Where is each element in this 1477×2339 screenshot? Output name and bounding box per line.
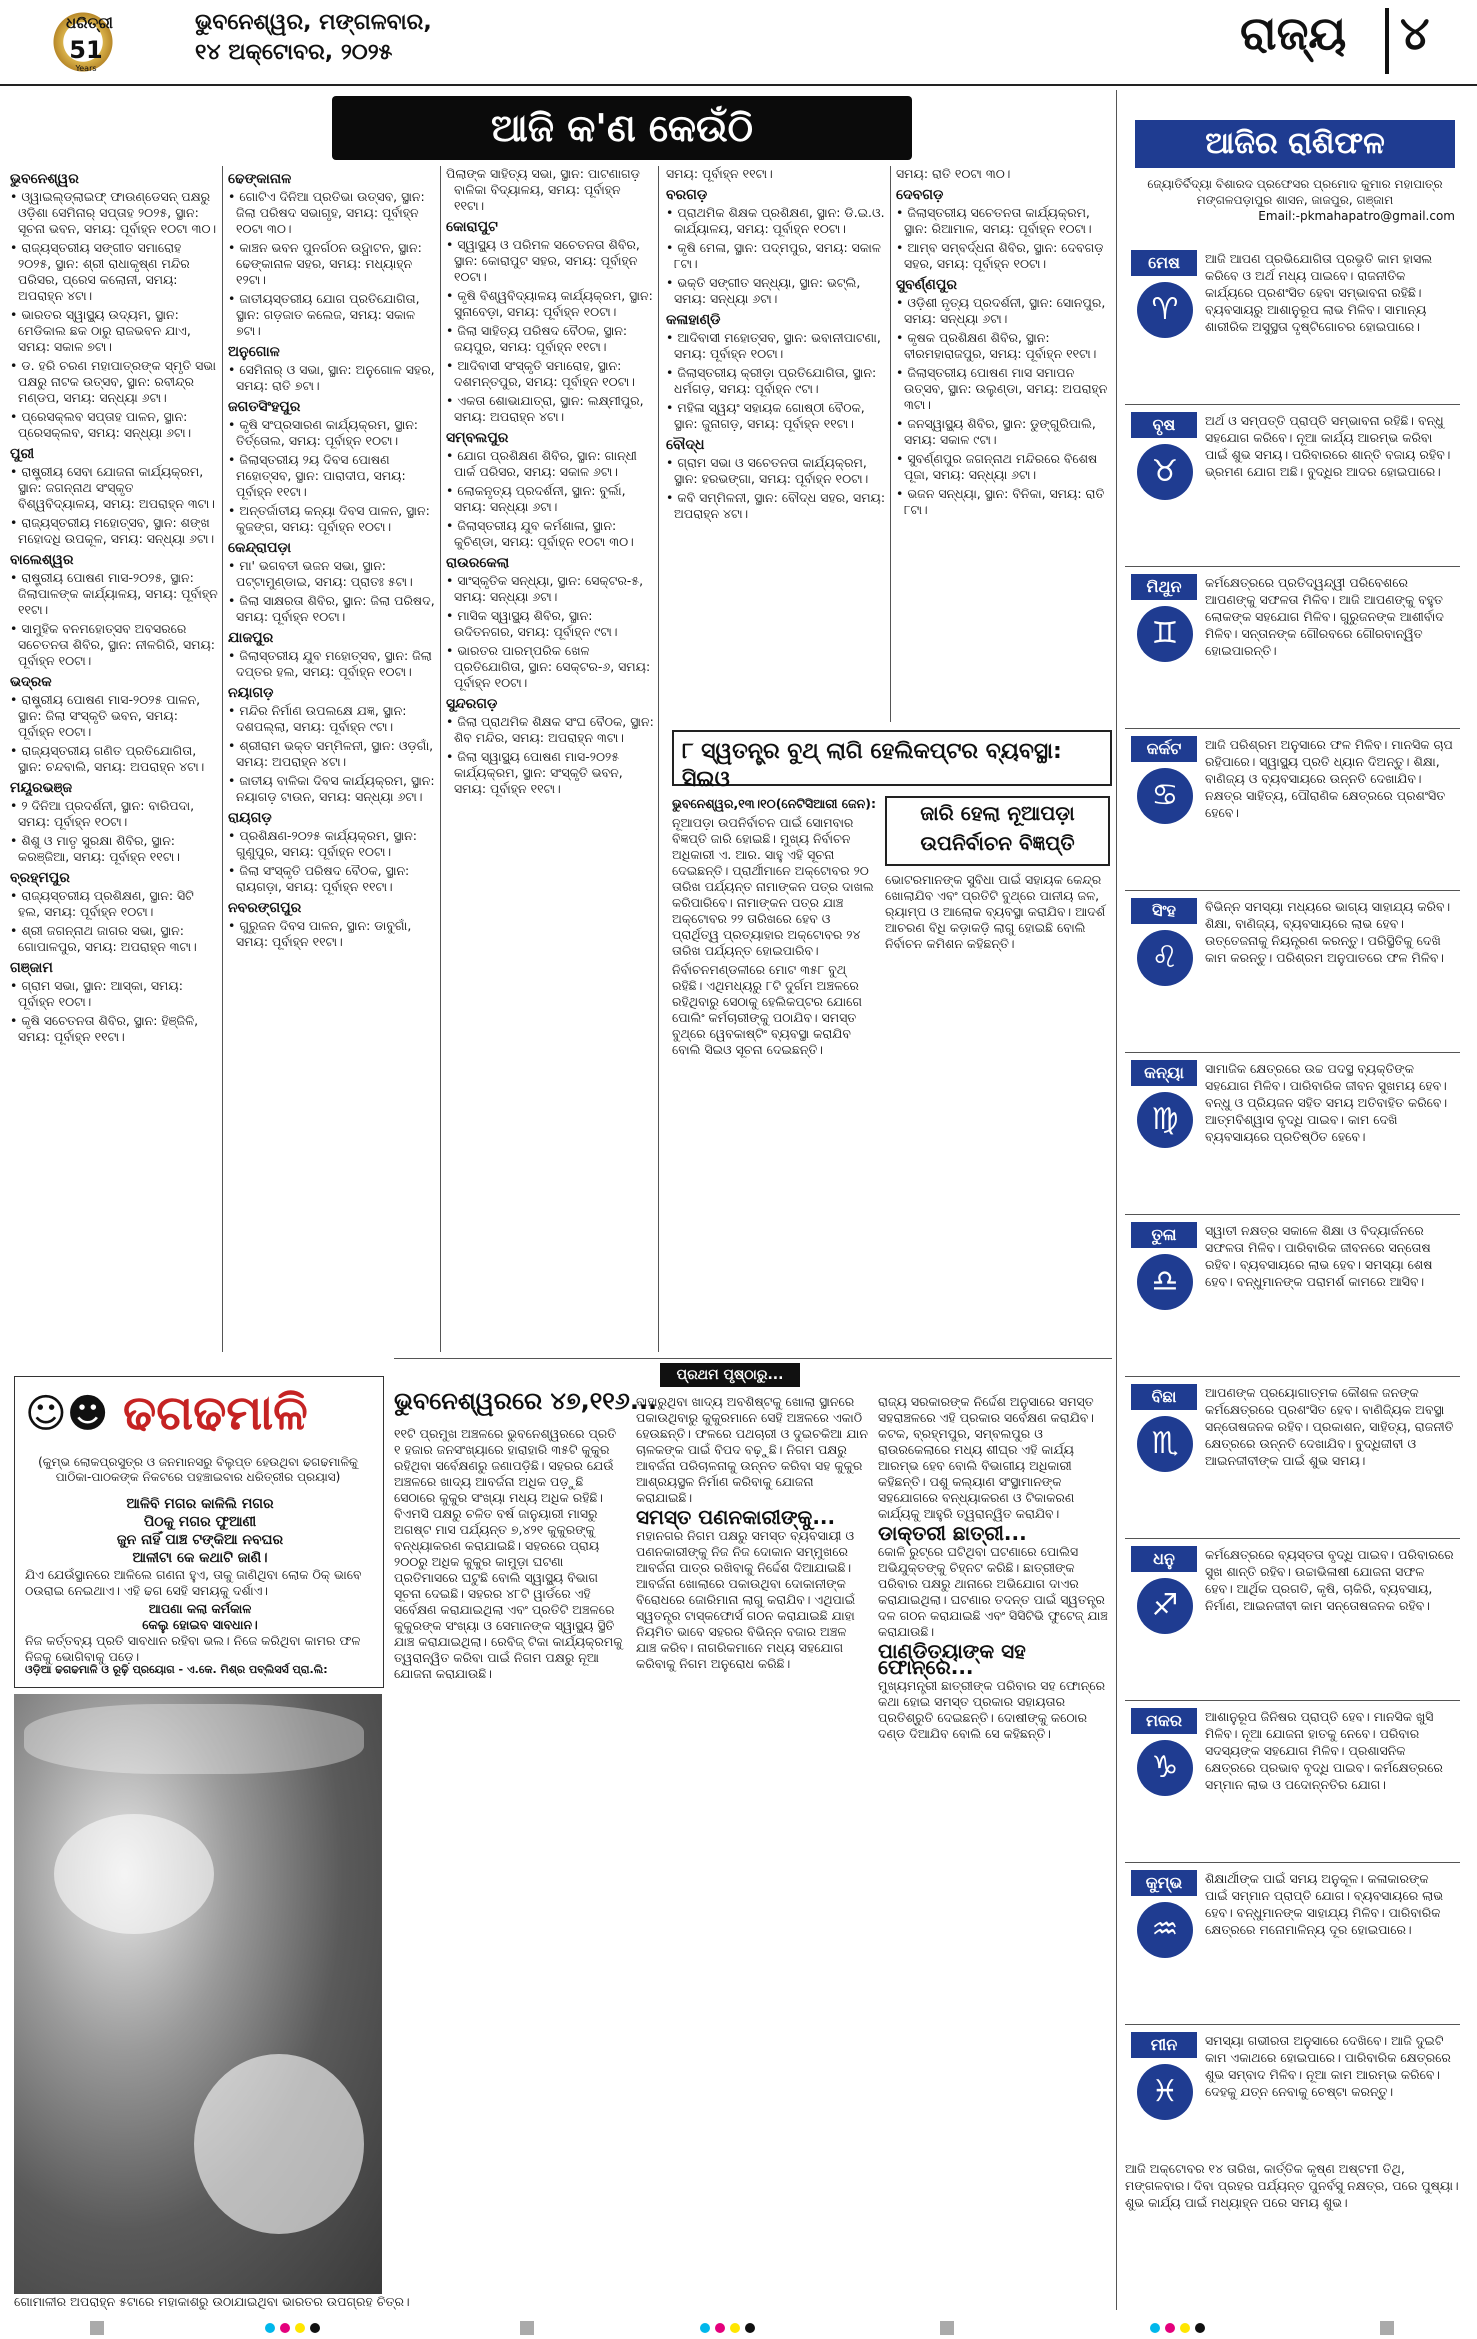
zodiac-name: କନ୍ୟା bbox=[1131, 1060, 1197, 1086]
event-item: • ସୁବର୍ଣ୍ଣପୁର ଜଗନ୍ନାଥ ମନ୍ଦିରରେ ବିଶେଷ ପୂଜା, ସମୟ: ସନ୍ଧ୍ୟା ୬ଟା। bbox=[896, 451, 1098, 482]
event-item: • ଭାରତର ସ୍ୱାସ୍ଥ୍ୟ ଉଦ୍ୟମ, ସ୍ଥାନ: ମେଡିକାଲ ଛକ ଠାରୁ ରାଜଭବନ ଯାଏ, ସମୟ: ସକାଳ ୭ଟା। bbox=[10, 307, 191, 354]
district-heading: ସୁବର୍ଣ୍ଣପୁର bbox=[896, 277, 957, 293]
astrologer-address: ମଙ୍ଗଳପଡ଼ାପୁର ଶାସନ, ଜାଜପୁର, ଗଞ୍ଜାମ bbox=[1196, 193, 1394, 207]
zodiac-symbol-icon: ♌ bbox=[1137, 930, 1193, 986]
event-item: • ଓ୍ୱାଇଲ୍ଡ୍‌ଲାଇଫ୍ ଫାଉଣ୍ଡେସନ୍ ପକ୍ଷରୁ ଓଡ଼ିଶା ସେମିନାର୍ ସପ୍ତାହ ୨୦୨୫, ସ୍ଥାନ: ସୂଚନା ଭବନ, ସମୟ: ପୂର୍ବାହ୍ନ ୧୦ଟା ୩୦। bbox=[10, 189, 217, 236]
zodiac-prediction: ଅର୍ଥ ଓ ସମ୍ପତ୍ତି ପ୍ରାପ୍ତି ସମ୍ଭାବନା ରହିଛି। ବନ୍ଧୁ ସହଯୋଗ କରିବେ। ନୂଆ କାର୍ଯ୍ୟ ଆରମ୍ଭ କରିବା ପାଇଁ ଶୁଭ ସମୟ। ପରିବାରରେ ଶାନ୍ତି ବଜାୟ ରହିବ। ଭ୍ରମଣ ଯୋଗ ଅଛି। ବୁଦ୍ଧିର ଆଦର ହୋଇପାରେ। bbox=[1205, 413, 1451, 479]
event-item: • ଜନସ୍ୱାସ୍ଥ୍ୟ ଶିବିର, ସ୍ଥାନ: ଡୁଙ୍ଗୁରିପାଲି, ସମୟ: ସକାଳ ୯ଟା। bbox=[896, 416, 1096, 447]
event-item: • ଜିଲା ସ୍ୱାସ୍ଥ୍ୟ ପୋଷଣ ମାସ-୨୦୨୫ କାର୍ଯ୍ୟକ୍ରମ, ସ୍ଥାନ: ସଂସ୍କୃତି ଭବନ, ସମୟ: ପୂର୍ବାହ୍ନ ୧୧ଟା। bbox=[446, 749, 623, 796]
proverb-credit: ଓଡ଼ିଆ ଢଗଢମାଳି ଓ ରୂଢ଼ି ପ୍ରୟୋଗ - ଏ.କେ. ମିଶ୍ର ପବ୍ଲିସର୍ସ ପ୍ରା.ଲି: bbox=[25, 1663, 328, 1676]
events-column-4 bbox=[666, 166, 886, 722]
event-item: • ଆମ୍ବ ସମ୍ବର୍ଦ୍ଧନା ଶିବିର, ସ୍ଥାନ: ଦେବଗଡ଼ ସହର, ସମୟ: ପୂର୍ବାହ୍ନ ୧୦ଟା। bbox=[896, 240, 1104, 271]
cyan-dot-icon bbox=[265, 2323, 275, 2333]
lead-subhead: ସମସ୍ତ ପଣନକାରୀଙ୍କୁ... bbox=[636, 1505, 836, 1529]
zodiac-symbol-icon: ♎ bbox=[1137, 1254, 1193, 1310]
event-item: • ସେମିନାର୍ ଓ ସଭା, ସ୍ଥାନ: ଅନୁଗୋଳ ସହର, ସମୟ: ରାତି ୭ଟା। bbox=[228, 362, 435, 393]
event-item: • ଗ୍ରାମ ସଭା, ସ୍ଥାନ: ଆସ୍କା, ସମୟ: ପୂର୍ବାହ୍ନ ୧୦ଟା। bbox=[10, 978, 183, 1009]
event-item: • କୃଷି ବିଶ୍ୱବିଦ୍ୟାଳୟ କାର୍ଯ୍ୟକ୍ରମ, ସ୍ଥାନ: ସୁନାବେଡ଼ା, ସମୟ: ପୂର୍ବାହ୍ନ ୧୦ଟା। bbox=[446, 288, 653, 319]
astrologer-email: Email:-pkmahapatro@gmail.com bbox=[1258, 209, 1455, 223]
event-item: • ଶ୍ରୀ ଜଗନ୍ନାଥ ଜାଗର ସଭା, ସ୍ଥାନ: ଗୋପାଳପୁର, ସମୟ: ଅପରାହ୍ନ ୩ଟା। bbox=[10, 923, 197, 954]
event-item: • ଆଦିବାସୀ ମହୋତ୍ସବ, ସ୍ଥାନ: ଭବାନୀପାଟଣା, ସମୟ: ପୂର୍ବାହ୍ନ ୧୦ଟା। bbox=[666, 330, 881, 361]
proverb-tagline: (କୁମ୍ଭ ଲୋକପ୍ରସୁତ୍ର ଓ ଜନମାନସରୁ ବିଲୁପ୍ତ ହେଉଥିବା ଢଗଢମାଳିକୁ ପାଠିକା-ପାଠକଙ୍କ ନିକଟରେ ପହଞ୍ଚାଇବାର ଧରିତ୍ରୀର ପ୍ରୟାସ) bbox=[38, 1455, 358, 1484]
zodiac-entry bbox=[1125, 574, 1460, 739]
district-heading: ସମ୍ବଲପୁର bbox=[446, 430, 509, 446]
zodiac-prediction: ଶିକ୍ଷାର୍ଥୀଙ୍କ ପାଇଁ ସମୟ ଅନୁକୂଳ। କଳାକାରଙ୍କ ପାଇଁ ସମ୍ମାନ ପ୍ରାପ୍ତି ଯୋଗ। ବ୍ୟବସାୟରେ ଲାଭ ହେବ। ବନ୍ଧୁମାନଙ୍କ ସାହାଯ୍ୟ ମିଳିବ। ପାରିବାରିକ କ୍ଷେତ୍ରରେ ମନୋମାଳିନ୍ୟ ଦୂର ହୋଇପାରେ। bbox=[1205, 1871, 1444, 1937]
event-item: • ଜିଲାସ୍ତରୀୟ ଯୁବ କର୍ମଶାଳା, ସ୍ଥାନ: କୁଚିଣ୍ଡା, ସମୟ: ପୂର୍ବାହ୍ନ ୧୦ଟା ୩୦। bbox=[446, 518, 634, 549]
lead-column-2 bbox=[636, 1394, 868, 2288]
astrologer-name: ଜ୍ୟୋତିର୍ବିଦ୍ୟା ବିଶାରଦ ପ୍ରଫେସର ପ୍ରମୋଦ କୁମାର ମହାପାତ୍ର bbox=[1147, 177, 1443, 191]
zodiac-symbol-icon: ♐ bbox=[1137, 1578, 1193, 1634]
event-item: • ମହିଳା ସ୍ୱୟଂ ସହାୟକ ଗୋଷ୍ଠୀ ବୈଠକ, ସ୍ଥାନ: ଜୁନାଗଡ଼, ସମୟ: ପୂର୍ବାହ୍ନ ୧୧ଟା। bbox=[666, 400, 865, 431]
event-item: • ଏକତା ଶୋଭାଯାତ୍ରା, ସ୍ଥାନ: ଲକ୍ଷ୍ମୀପୁର, ସମୟ: ଅପରାହ୍ନ ୪ଟା। bbox=[446, 393, 644, 424]
zodiac-symbol-icon: ♑ bbox=[1137, 1740, 1193, 1796]
cloud-shape bbox=[54, 1814, 214, 1934]
proverb-subhead: ଆପଣା କଲା କର୍ମକାଳ bbox=[148, 1601, 252, 1616]
event-item: • ଜିଲାସ୍ତରୀୟ ୨ୟ ଦିବସ ପୋଷଣ ମହୋତ୍ସବ, ସ୍ଥାନ: ପାରାଦୀପ, ସମୟ: ପୂର୍ବାହ୍ନ ୧୧ଟା। bbox=[228, 452, 406, 499]
event-item: • ପ୍ରାଥମିକ ଶିକ୍ଷକ ପ୍ରଶିକ୍ଷଣ, ସ୍ଥାନ: ଡି.ଇ.ଓ. କାର୍ଯ୍ୟାଳୟ, ସମୟ: ପୂର୍ବାହ୍ନ ୧୦ଟା। bbox=[666, 205, 885, 236]
zodiac-symbol-icon: ♈ bbox=[1137, 282, 1193, 338]
event-item: • ଅନ୍ତର୍ଜାତୀୟ କନ୍ୟା ଦିବସ ପାଳନ, ସ୍ଥାନ: କୁଜଙ୍ଗ, ସମୟ: ପୂର୍ବାହ୍ନ ୧୦ଟା। bbox=[228, 503, 430, 534]
zodiac-entry bbox=[1125, 1060, 1460, 1225]
zodiac-prediction: ସମସ୍ୟା ଗଭୀରତା ଅନୁସାରେ ଦେଖିବେ। ଆଜି ଦୁଇଟି କାମ ଏକାଥରେ ହୋଇପାରେ। ପାରିବାରିକ କ୍ଷେତ୍ରରେ ଶୁଭ ସମ୍ବାଦ ମିଳିବ। ନୂଆ କାମ ଆରମ୍ଭ କରିବେ। ଦେହକୁ ଯତ୍ନ ନେବାକୁ ଚେଷ୍ଟା କରନ୍ତୁ। bbox=[1205, 2033, 1451, 2099]
zodiac-rule bbox=[1125, 404, 1460, 405]
zodiac-rule bbox=[1125, 566, 1460, 567]
district-heading: ଜଗତସିଂହପୁର bbox=[228, 399, 301, 415]
zodiac-rule bbox=[1125, 1052, 1460, 1053]
lead-subhead: ପାଣ୍ଡିତ୍ୟାଙ୍କ ସହ ଫୋନ୍‌ରେ... bbox=[878, 1639, 1026, 1679]
lead-paragraph: ରାଜ୍ୟ ସରକାରଙ୍କ ନିର୍ଦ୍ଦେଶ ଅନୁସାରେ ସମସ୍ତ ସହରାଞ୍ଚଳରେ ଏହି ପ୍ରକାର ସର୍ବେକ୍ଷଣ କରାଯିବ। କଟକ, ବ୍ରହ୍ମପୁର, ସମ୍ବଲପୁର ଓ ରାଉରକେଲାରେ ମଧ୍ୟ ଶୀଘ୍ର ଏହି କାର୍ଯ୍ୟ ଆରମ୍ଭ ହେବ ବୋଲି ବିଭାଗୀୟ ଅଧିକାରୀ କହିଛନ୍ତି। ପଶୁ କଲ୍ୟାଣ ସଂସ୍ଥାମାନଙ୍କ ସହଯୋଗରେ ବନ୍ଧ୍ୟାକରଣ ଓ ଟିକାକରଣ କାର୍ଯ୍ୟକୁ ଆହୁରି ତ୍ୱରାନ୍ୱିତ କରାଯିବ। bbox=[878, 1394, 1094, 1521]
proverb-explanation bbox=[25, 1567, 375, 1665]
district-heading: କେନ୍ଦ୍ରାପଡ଼ା bbox=[228, 540, 292, 556]
district-heading: ଭଦ୍ରକ bbox=[10, 674, 52, 690]
page-divider bbox=[1385, 8, 1389, 74]
event-item: • ରାଜ୍ୟସ୍ତରୀୟ ମହୋତ୍ସବ, ସ୍ଥାନ: ଶଙ୍ଖ ମହୋଦଧି ଉପକୂଳ, ସମୟ: ସନ୍ଧ୍ୟା ୬ଟା। bbox=[10, 515, 215, 546]
zodiac-name: ସିଂହ bbox=[1131, 898, 1197, 924]
story-paragraph: ନୂଆପଡ଼ା ଉପନିର୍ବାଚନ ପାଇଁ ସୋମବାର ବିଜ୍ଞପ୍ତି ଜାରି ହୋଇଛି। ମୁଖ୍ୟ ନିର୍ବାଚନ ଅଧିକାରୀ ଏ. ଆର. ସାହୁ ଏହି ସୂଚନା ଦେଇଛନ୍ତି। ପ୍ରାର୍ଥୀମାନେ ଅକ୍ଟୋବର ୨୦ ତାରିଖ ପର୍ଯ୍ୟନ୍ତ ନାମାଙ୍କନ ପତ୍ର ଦାଖଲ କରିପାରିବେ। ନାମାଙ୍କନ ପତ୍ର ଯାଞ୍ଚ ଅକ୍ଟୋବର ୨୨ ତାରିଖରେ ହେବ ଓ ପ୍ରାର୍ଥିତ୍ୱ ପ୍ରତ୍ୟାହାର ଅକ୍ଟୋବର ୨୪ ତାରିଖ ପର୍ଯ୍ୟନ୍ତ ହୋଇପାରିବ। bbox=[672, 815, 874, 958]
lead-paragraph: ୧୧ଟି ପ୍ରମୁଖ ଅଞ୍ଚଳରେ ଭୁବନେଶ୍ୱରରେ ପ୍ରତି ୧ ହଜାର ଜନସଂଖ୍ୟାରେ ହାରାହାରି ୩୫ଟି କୁକୁର ରହିଥିବା ସର୍ବେକ୍ଷଣରୁ ଜଣାପଡ଼ିଛି। ସହରର ଯେଉଁ ଅଞ୍ଚଳରେ ଖାଦ୍ୟ ଆବର୍ଜନା ଅଧିକ ପଡ଼ୁଛି ସେଠାରେ କୁକୁର ସଂଖ୍ୟା ମଧ୍ୟ ଅଧିକ ରହିଛି। ବିଏମସି ପକ୍ଷରୁ ଚଳିତ ବର୍ଷ ଜାନୁୟାରୀ ମାସରୁ ଅଗଷ୍ଟ ମାସ ପର୍ଯ୍ୟନ୍ତ ୭,୪୨୧ କୁକୁରଙ୍କୁ ବନ୍ଧ୍ୟାକରଣ କରାଯାଇଛି। ସହରରେ ପ୍ରାୟ ୨୦୦ରୁ ଅଧିକ କୁକୁର କାମୁଡ଼ା ଘଟଣା ପ୍ରତିମାସରେ ଘଟୁଛି ବୋଲି ସ୍ୱାସ୍ଥ୍ୟ ବିଭାଗ ସୂଚନା ଦେଇଛି। ସହରର ୪୮ଟି ୱାର୍ଡରେ ଏହି ସର୍ବେକ୍ଷଣ କରାଯାଇଥିଲା ଏବଂ ପ୍ରତିଟି ଅଞ୍ଚଳରେ କୁକୁରଙ୍କ ସଂଖ୍ୟା ଓ ସେମାନଙ୍କ ସ୍ୱାସ୍ଥ୍ୟ ସ୍ଥିତି ଯାଞ୍ଚ କରାଯାଇଥିଲା। ରେବିଜ୍ ଟିକା କାର୍ଯ୍ୟକ୍ରମକୁ ତ୍ୱରାନ୍ୱିତ କରିବା ପାଇଁ ନିଗମ ପକ୍ଷରୁ ନୂଆ ଯୋଜନା କରାଯାଉଛି। bbox=[394, 1426, 623, 1681]
district-heading: ସୁନ୍ଦରଗଡ଼ bbox=[446, 696, 498, 712]
zodiac-name: ମୀନ bbox=[1131, 2032, 1197, 2058]
print-registration-strip bbox=[0, 2318, 1477, 2339]
zodiac-prediction: ଆପଣଙ୍କ ପ୍ରୟୋଗାତ୍ମକ କୌଶଳ ଜନଙ୍କ କର୍ମକ୍ଷେତ୍ରରେ ପ୍ରଶଂସିତ ହେବ। ବାଣିଜ୍ୟିକ ଅବସ୍ଥା ସନ୍ତୋଷଜନକ ରହିବ। ପ୍ରକାଶନ, ସାହିତ୍ୟ, ରାଜନୀତି କ୍ଷେତ୍ରରେ ଉନ୍ନତି ଦେଖାଯିବ। ବୁଦ୍ଧିଜୀବୀ ଓ ଆଇନଜୀବୀଙ୍କ ପାଇଁ ଶୁଭ ସମୟ। bbox=[1205, 1385, 1454, 1468]
district-heading: ଢେଙ୍କାନାଳ bbox=[228, 171, 292, 187]
event-item: • ରାଷ୍ଟ୍ରୀୟ ସେବା ଯୋଜନା କାର୍ଯ୍ୟକ୍ରମ, ସ୍ଥାନ: ଜଗନ୍ନାଥ ସଂସ୍କୃତ ବିଶ୍ୱବିଦ୍ୟାଳୟ, ସମୟ: ଅପରାହ୍ନ ୩ଟା। bbox=[10, 464, 215, 511]
event-item: • କାଞ୍ଚନ ଭବନ ପୁନର୍ଗଠନ ଉଦ୍ଘାଟନ, ସ୍ଥାନ: ଢେଙ୍କାନାଳ ସହର, ସମୟ: ମଧ୍ୟାହ୍ନ ୧୨ଟା। bbox=[228, 240, 422, 287]
event-item: • ଗୁରୁଜନ ଦିବସ ପାଳନ, ସ୍ଥାନ: ଡାବୁଗାଁ, ସମୟ: ପୂର୍ବାହ୍ନ ୧୧ଟା। bbox=[228, 918, 412, 949]
registration-mark bbox=[940, 2321, 954, 2335]
cartoon-faces-icon: ☺☻ bbox=[25, 1391, 109, 1437]
registration-mark bbox=[520, 2321, 534, 2335]
event-item: • ଆଦିବାସୀ ସଂସ୍କୃତି ସମାରୋହ, ସ୍ଥାନ: ଦଶମନ୍ତପୁର, ସମୟ: ପୂର୍ବାହ୍ନ ୧୦ଟା। bbox=[446, 358, 635, 389]
lead-headline: ଭୁବନେଶ୍ୱରରେ ୪୭,୧୧୬... bbox=[394, 1387, 658, 1415]
zodiac-prediction: ବିଭିନ୍ନ ସମସ୍ୟା ମଧ୍ୟରେ ଭାଗ୍ୟ ସାହାଯ୍ୟ କରିବ। ଶିକ୍ଷା, ବାଣିଜ୍ୟ, ବ୍ୟବସାୟରେ ଲାଭ ହେବ। ଉତ୍ତେଜନାକୁ ନିୟନ୍ତ୍ରଣ କରନ୍ତୁ। ପରିସ୍ଥିତିକୁ ଦେଖି କାମ କରନ୍ତୁ। ପରିଶ୍ରମ ଅନୁପାତରେ ଫଳ ମିଳିବ। bbox=[1205, 899, 1451, 965]
zodiac-symbol-icon: ♋ bbox=[1137, 768, 1193, 824]
event-item: ପିଲାଙ୍କ ସାହିତ୍ୟ ସଭା, ସ୍ଥାନ: ପାଟଣାଗଡ଼ ବାଳିକା ବିଦ୍ୟାଳୟ, ସମୟ: ପୂର୍ବାହ୍ନ ୧୧ଟା। bbox=[446, 166, 640, 213]
zodiac-name: ମିଥୁନ bbox=[1131, 574, 1197, 600]
events-column-2 bbox=[228, 166, 436, 1352]
district-heading: ଅନୁଗୋଳ bbox=[228, 344, 280, 360]
zodiac-symbol-icon: ♉ bbox=[1137, 444, 1193, 500]
zodiac-rule bbox=[1125, 1214, 1460, 1215]
zodiac-prediction: ସାମାଜିକ କ୍ଷେତ୍ରରେ ଉଚ୍ଚ ପଦସ୍ଥ ବ୍ୟକ୍ତିଙ୍କ ସହଯୋଗ ମିଳିବ। ପାରିବାରିକ ଜୀବନ ସୁଖମୟ ହେବ। ବନ୍ଧୁ ଓ ପ୍ରିୟଜନ ସହିତ ସମୟ ଅତିବାହିତ କରିବେ। ଆତ୍ମବିଶ୍ୱାସ ବୃଦ୍ଧି ପାଇବ। କାମ ଦେଖି ବ୍ୟବସାୟରେ ପ୍ରତିଷ୍ଠିତ ହେବେ। bbox=[1205, 1061, 1448, 1144]
magenta-dot-icon bbox=[1165, 2323, 1175, 2333]
event-item: • ଜିଲା ପ୍ରାଥମିକ ଶିକ୍ଷକ ସଂଘ ବୈଠକ, ସ୍ଥାନ: ଶିବ ମନ୍ଦିର, ସମୟ: ଅପରାହ୍ନ ୩ଟା। bbox=[446, 714, 654, 745]
district-heading: ରାଉରକେଲା bbox=[446, 555, 510, 571]
event-item: • ରାଜ୍ୟସ୍ତରୀୟ ଗଣିତ ପ୍ରତିଯୋଗିତା, ସ୍ଥାନ: ଚନ୍ଦବାଲି, ସମୟ: ଅପରାହ୍ନ ୪ଟା। bbox=[10, 743, 205, 774]
zodiac-entry bbox=[1125, 1222, 1460, 1387]
zodiac-prediction: ଆଜି ଆପଣ ପ୍ରଭିଯୋଗିତା ପ୍ରଭୃତି କାମ ହାସଲ କରିବେ ଓ ଅର୍ଥ ମଧ୍ୟ ପାଇବେ। ରାଜନୀତିକ କାର୍ଯ୍ୟରେ ପ୍ରଶଂସିତ ହେବା ସମ୍ଭାବନା ରହିଛି। ବ୍ୟବସାୟରୁ ଆଶାନୁରୂପ ଲାଭ ମିଳିବ। ସାମାନ୍ୟ ଶାରୀରିକ ଅସୁସ୍ଥତା ଦୃଷ୍ଟିଗୋଚର ହୋଇପାରେ। bbox=[1205, 251, 1433, 334]
lead-paragraph: ବାହାରୁଥିବା ଖାଦ୍ୟ ଅବଶିଷ୍ଟକୁ ଖୋଲା ସ୍ଥାନରେ ପକାଉଥିବାରୁ କୁକୁରମାନେ ସେହି ଅଞ୍ଚଳରେ ଏକାଠି ହେଉଛନ୍ତି। ଫଳରେ ପଥଚାରୀ ଓ ଦୁଇଚକିଆ ଯାନ ଚାଳକଙ୍କ ପାଇଁ ବିପଦ ବଢ଼ୁଛି। ନିଗମ ପକ୍ଷରୁ ଆବର୍ଜନା ପରିଚାଳନାକୁ ଉନ୍ନତ କରିବା ସହ କୁକୁର ଆଶ୍ରୟସ୍ଥଳ ନିର୍ମାଣ କରିବାକୁ ଯୋଜନା କରାଯାଇଛି। bbox=[636, 1394, 868, 1505]
event-item: • ଶିଶୁ ଓ ମାତୃ ସୁରକ୍ଷା ଶିବିର, ସ୍ଥାନ: କରଞ୍ଜିଆ, ସମୟ: ପୂର୍ବାହ୍ନ ୧୧ଟା। bbox=[10, 833, 180, 864]
lead-paragraph: କୋଳି ରୁଟ୍‌ରେ ଘଟିଥିବା ଘଟଣାରେ ପୋଲିସ ଅଭିଯୁକ୍ତଙ୍କୁ ଚିହ୍ନଟ କରିଛି। ଛାତ୍ରୀଙ୍କ ପରିବାର ପକ୍ଷରୁ ଥାନାରେ ଅଭିଯୋଗ ଦାଏର କରାଯାଇଥିଲା। ଘଟଣାର ତଦନ୍ତ ପାଇଁ ସ୍ୱତନ୍ତ୍ର ଦଳ ଗଠନ କରାଯାଇଛି ଏବଂ ସିସିଟିଭି ଫୁଟେଜ୍ ଯାଞ୍ଚ କରାଯାଉଛି। bbox=[878, 1544, 1108, 1639]
zodiac-rule bbox=[1125, 1700, 1460, 1701]
column-rule bbox=[440, 166, 441, 1352]
event-item: • ଜିଲାସ୍ତରୀୟ ପୋଷଣ ମାସ ସମାପନ ଉତ୍ସବ, ସ୍ଥାନ: ଉଲୁଣ୍ଡା, ସମୟ: ଅପରାହ୍ନ ୩ଟା। bbox=[896, 365, 1108, 412]
page-number: ୪ bbox=[1400, 6, 1430, 60]
verse-line: ଆଳୀଟା କେ କଥାଟି ଜାଣି। bbox=[132, 1550, 268, 1566]
district-heading: ବାଲେଶ୍ୱର bbox=[10, 552, 74, 568]
column-rule bbox=[1116, 90, 1117, 2310]
zodiac-symbol-icon: ♏ bbox=[1137, 1416, 1193, 1472]
event-item: • ପ୍ରେସକ୍ଲବ ସପ୍ତାହ ପାଳନ, ସ୍ଥାନ: ପ୍ରେସକ୍ଲବ, ସମୟ: ସନ୍ଧ୍ୟା ୬ଟା। bbox=[10, 409, 192, 440]
event-item: • ଡ. ହରି ଚରଣ ମହାପାତ୍ରଙ୍କ ସ୍ମୃତି ସଭା ପକ୍ଷରୁ ନାଟକ ଉତ୍ସବ, ସ୍ଥାନ: ରବୀନ୍ଦ୍ର ମଣ୍ଡପ, ସମୟ: ସନ୍ଧ୍ୟା ୬ଟା। bbox=[10, 358, 216, 405]
dateline-date: ୧୪ ଅକ୍ଟୋବର, ୨୦୨୫ bbox=[195, 40, 393, 65]
registration-mark bbox=[90, 2321, 104, 2335]
district-heading: ରାୟଗଡ଼ bbox=[228, 810, 272, 826]
event-item: • ଶ୍ରୀରାମ ଭକ୍ତ ସମ୍ମିଳନୀ, ସ୍ଥାନ: ଓଡ଼ଗାଁ, ସମୟ: ଅପରାହ୍ନ ୪ଟା। bbox=[228, 738, 434, 769]
events-banner: ଆଜି କ'ଣ କେଉଁଠି bbox=[332, 96, 912, 160]
story-paragraph: ନିର୍ବାଚନମଣ୍ଡଳୀରେ ମୋଟ ୩୫୮ ବୁଥ୍ ରହିଛି। ଏଥିମଧ୍ୟରୁ ୮ଟି ଦୁର୍ଗମ ଅଞ୍ଚଳରେ ରହିଥିବାରୁ ସେଠାକୁ ହେଲିକପ୍ଟର ଯୋଗେ ପୋଲିଂ କର୍ମଚାରୀଙ୍କୁ ପଠାଯିବ। ସମସ୍ତ ବୁଥ୍‌ରେ ୱେବକାଷ୍ଟିଂ ବ୍ୟବସ୍ଥା କରାଯିବ ବୋଲି ସିଇଓ ସୂଚନା ଦେଇଛନ୍ତି। bbox=[672, 962, 862, 1057]
event-item: • ଲୋକନୃତ୍ୟ ପ୍ରଦର୍ଶନୀ, ସ୍ଥାନ: ବୁର୍ଲା, ସମୟ: ସନ୍ଧ୍ୟା ୬ଟା। bbox=[446, 483, 626, 514]
zodiac-symbol-icon: ♒ bbox=[1137, 1902, 1193, 1958]
zodiac-prediction: କର୍ମକ୍ଷେତ୍ରରେ ବ୍ୟସ୍ତତା ବୃଦ୍ଧି ପାଇବ। ପରିବାରରେ ସୁଖ ଶାନ୍ତି ରହିବ। ଉଚ୍ଚାଭିଳାଷୀ ଯୋଜନା ସଫଳ ହେବ। ଆର୍ଥିକ ପ୍ରଗତି, କୃଷି, ଚାକିରି, ବ୍ୟବସାୟ, ନିର୍ମାଣ, ଆଇନଜୀବୀ କାମ ସନ୍ତୋଷଜନକ ରହିବ। bbox=[1205, 1547, 1454, 1613]
zodiac-name: କୁମ୍ଭ bbox=[1131, 1870, 1197, 1896]
column-rule bbox=[890, 166, 891, 722]
anniversary-number: 51 bbox=[69, 36, 103, 64]
event-item: • ଜିଲା ସାକ୍ଷରତା ଶିବିର, ସ୍ଥାନ: ଜିଲା ପରିଷଦ, ସମୟ: ପୂର୍ବାହ୍ନ ୧୦ଟା। bbox=[228, 593, 435, 624]
zodiac-entry bbox=[1125, 412, 1460, 577]
events-column-3 bbox=[446, 166, 654, 1352]
yellow-dot-icon bbox=[295, 2323, 305, 2333]
proverb-title: ଢଗଢମାଳି bbox=[123, 1385, 308, 1441]
cloud-shape bbox=[24, 1704, 364, 1774]
astrologer-credit bbox=[1135, 176, 1455, 224]
lead-paragraph: ମୁଖ୍ୟମନ୍ତ୍ରୀ ଛାତ୍ରୀଙ୍କ ପରିବାର ସହ ଫୋନ୍‌ରେ କଥା ହୋଇ ସମସ୍ତ ପ୍ରକାର ସହାୟତାର ପ୍ରତିଶ୍ରୁତି ଦେଇଛନ୍ତି। ଦୋଷୀଙ୍କୁ କଠୋର ଦଣ୍ଡ ଦିଆଯିବ ବୋଲି ସେ କହିଛନ୍ତି। bbox=[878, 1678, 1106, 1741]
proverb-paragraph: ନିଜ କର୍ତ୍ତବ୍ୟ ପ୍ରତି ସାବଧାନ ରହିବା ଭଲ। ନିଜେ କରିଥିବା କାମର ଫଳ ନିଜକୁ ଭୋଗିବାକୁ ପଡ଼େ। bbox=[25, 1633, 361, 1664]
event-item: • ଜାତୀୟ ବାଳିକା ଦିବସ କାର୍ଯ୍ୟକ୍ରମ, ସ୍ଥାନ: ନୟାଗଡ଼ ଟାଉନ, ସମୟ: ସନ୍ଧ୍ୟା ୬ଟା। bbox=[228, 773, 435, 804]
event-item: • କବି ସମ୍ମିଳନୀ, ସ୍ଥାନ: ବୌଦ୍ଧ ସହର, ସମୟ: ଅପରାହ୍ନ ୪ଟା। bbox=[666, 490, 886, 521]
event-item: • ଯୋଗ ପ୍ରଶିକ୍ଷଣ ଶିବିର, ସ୍ଥାନ: ଗାନ୍ଧୀ ପାର୍କ ପରିସର, ସମୟ: ସକାଳ ୬ଟା। bbox=[446, 448, 637, 479]
district-heading: କୋରାପୁଟ bbox=[446, 219, 498, 235]
dateline-place: ଭୁବନେଶ୍ୱର, ମଙ୍ଗଳବାର, bbox=[195, 10, 432, 35]
continued-tag: ପ୍ରଥମ ପୃଷ୍ଠାରୁ... bbox=[660, 1363, 800, 1387]
district-heading: ବରଗଡ଼ bbox=[666, 187, 708, 203]
event-item: • ପ୍ରଶିକ୍ଷଣ-୨୦୨୫ କାର୍ଯ୍ୟକ୍ରମ, ସ୍ଥାନ: ଗୁଣୁପୁର, ସମୟ: ପୂର୍ବାହ୍ନ ୧୦ଟା। bbox=[228, 828, 417, 859]
cyan-dot-icon bbox=[700, 2323, 710, 2333]
district-heading: ବ୍ରହ୍ମପୁର bbox=[10, 870, 70, 886]
event-item: • ମା' ଭଗବତୀ ଭଜନ ସଭା, ସ୍ଥାନ: ପଟ୍ଟାମୁଣ୍ଡାଇ, ସମୟ: ପ୍ରାତଃ ୫ଟା। bbox=[228, 558, 413, 589]
verse-line: ଆଳିବି ମଗର କାଳିଲି ମଗର bbox=[126, 1496, 274, 1512]
zodiac-rule bbox=[1125, 728, 1460, 729]
zodiac-name: ମେଷ bbox=[1131, 250, 1197, 276]
yellow-dot-icon bbox=[730, 2323, 740, 2333]
events-column-5 bbox=[896, 166, 1111, 722]
zodiac-entry bbox=[1125, 1870, 1460, 2035]
zodiac-entry bbox=[1125, 1384, 1460, 1549]
zodiac-name: କର୍କଟ bbox=[1131, 736, 1197, 762]
panchanga-note: ଆଜି ଅକ୍ଟୋବର ୧୪ ତାରିଖ, କାର୍ତ୍ତିକ କୃଷ୍ଣ ଅଷ୍ଟମୀ ତିଥି, ମଙ୍ଗଳବାର। ଦିବା ପ୍ରହର ପର୍ଯ୍ୟନ୍ତ ପୁନର୍ବସୁ ନକ୍ଷତ୍ର, ପରେ ପୁଷ୍ୟା। ଶୁଭ କାର୍ଯ୍ୟ ପାଇଁ ମଧ୍ୟାହ୍ନ ପରେ ସମୟ ଶୁଭ। bbox=[1125, 2161, 1459, 2210]
black-dot-icon bbox=[310, 2323, 320, 2333]
story-column-2 bbox=[885, 872, 1110, 1352]
magenta-dot-icon bbox=[280, 2323, 290, 2333]
event-item: • ମାସିକ ସ୍ୱାସ୍ଥ୍ୟ ଶିବିର, ସ୍ଥାନ: ଉଦିତନଗର, ସମୟ: ପୂର୍ବାହ୍ନ ୯ଟା। bbox=[446, 608, 618, 639]
district-heading: ଭୁବନେଶ୍ୱର bbox=[10, 171, 79, 187]
event-item: • ସାମୁହିକ ବନମହୋତ୍ସବ ଅବସରରେ ସଚେତନତା ଶିବିର, ସ୍ଥାନ: ନୀଳଗିରି, ସମୟ: ପୂର୍ବାହ୍ନ ୧୦ଟା। bbox=[10, 621, 216, 668]
event-item: • ଭାରତର ପାରମ୍ପରିକ ଖେଳ ପ୍ରତିଯୋଗିତା, ସ୍ଥାନ: ସେକ୍ଟର-୬, ସମୟ: ପୂର୍ବାହ୍ନ ୧୦ଟା। bbox=[446, 643, 651, 690]
district-heading: ମୟୂରଭଞ୍ଜ bbox=[10, 780, 73, 796]
district-heading: ଗଞ୍ଜାମ bbox=[10, 960, 53, 976]
district-heading: ନବରଙ୍ଗପୁର bbox=[228, 900, 302, 916]
event-item: • ଜିଲାସ୍ତରୀୟ ସଚେତନତା କାର୍ଯ୍ୟକ୍ରମ, ସ୍ଥାନ: ରିଆମାଳ, ସମୟ: ପୂର୍ବାହ୍ନ ୧୦ଟା। bbox=[896, 205, 1092, 236]
event-item: ସମୟ: ପୂର୍ବାହ୍ନ ୧୧ଟା। bbox=[666, 166, 773, 181]
district-heading: କଳାହାଣ୍ଡି bbox=[666, 312, 721, 328]
satellite-caption: ଗୋମାଳୀର ଅପରାହ୍ନ ୫ଟାରେ ମହାକାଶରୁ ଉଠାଯାଇଥିବା ଭାରତର ଉପଗ୍ରହ ଚିତ୍ର। bbox=[14, 2294, 410, 2309]
zodiac-rule bbox=[1125, 1862, 1460, 1863]
zodiac-symbol-icon: ♊ bbox=[1137, 606, 1193, 662]
rashifal-banner: ଆଜିର ରାଶିଫଳ bbox=[1135, 120, 1455, 168]
story-headline: ୮ ସ୍ୱତନ୍ତ୍ର ବୁଥ୍ ଲାଗି ହେଲିକପ୍ଟର ବ୍ୟବସ୍ଥା: ସିଇଓ bbox=[672, 730, 1112, 786]
story-dateline: ଭୁବନେଶ୍ୱର,୧୩।୧୦(ନେଟିସିଆରୀ ଜେନ): bbox=[672, 796, 877, 811]
zodiac-name: ବୃଷ bbox=[1131, 412, 1197, 438]
verse-line: ପିଠକୁ ମଗର ଫୁଆଣୀ bbox=[143, 1514, 257, 1530]
event-item: • ଜିଲା ସଂସ୍କୃତି ପରିଷଦ ବୈଠକ, ସ୍ଥାନ: ରାୟଗଡ଼ା, ସମୟ: ପୂର୍ବାହ୍ନ ୧୧ଟା। bbox=[228, 863, 410, 894]
black-dot-icon bbox=[1195, 2323, 1205, 2333]
event-item: • ଗ୍ରାମ ସଭା ଓ ସଚେତନତା କାର୍ଯ୍ୟକ୍ରମ, ସ୍ଥାନ: ହରଭଙ୍ଗା, ସମୟ: ପୂର୍ବାହ୍ନ ୧୦ଟା। bbox=[666, 455, 869, 486]
event-item: • କୃଷି ସଚେତନତା ଶିବିର, ସ୍ଥାନ: ହିଞ୍ଜିଳି, ସମୟ: ପୂର୍ବାହ୍ନ ୧୧ଟା। bbox=[10, 1013, 199, 1044]
event-item: • ସ୍ୱାସ୍ଥ୍ୟ ଓ ପରିମଳ ସଚେତନତା ଶିବିର, ସ୍ଥାନ: କୋରାପୁଟ ସହର, ସମୟ: ପୂର୍ବାହ୍ନ ୧୦ଟା। bbox=[446, 237, 640, 284]
cloud-shape bbox=[194, 2054, 364, 2234]
district-heading: ଯାଜପୁର bbox=[228, 630, 274, 646]
zodiac-entry bbox=[1125, 1546, 1460, 1711]
section-title: ରାଜ୍ୟ bbox=[1240, 6, 1347, 60]
proverb-verse bbox=[25, 1495, 375, 1567]
lead-column-3 bbox=[878, 1394, 1110, 2288]
event-item: • ଭକ୍ତି ସଙ୍ଗୀତ ସନ୍ଧ୍ୟା, ସ୍ଥାନ: ଭଟ୍ଲି, ସମୟ: ସନ୍ଧ୍ୟା ୬ଟା। bbox=[666, 275, 861, 306]
lead-column-1 bbox=[394, 1426, 626, 2288]
brand-name: ଧରିତ୍ରୀ bbox=[66, 14, 113, 32]
event-item: • ଜିଲା ସାହିତ୍ୟ ପରିଷଦ ବୈଠକ, ସ୍ଥାନ: ଜୟପୁର, ସମୟ: ପୂର୍ବାହ୍ନ ୧୧ଟା। bbox=[446, 323, 628, 354]
cyan-dot-icon bbox=[1150, 2323, 1160, 2333]
event-item: • କୃଷି ମେଳା, ସ୍ଥାନ: ପଦ୍ମପୁର, ସମୟ: ସକାଳ ୮ଟା। bbox=[666, 240, 881, 271]
zodiac-prediction: କର୍ମକ୍ଷେତ୍ରରେ ପ୍ରତିଦ୍ୱନ୍ଦ୍ୱୀ ପରିବେଶରେ ଆପଣଙ୍କୁ ସଫଳତା ମିଳିବ। ଆଜି ଆପଣଙ୍କୁ ବହୁତ ଲୋକଙ୍କ ସହଯୋଗ ମିଳିବ। ଗୁରୁଜନଙ୍କ ଆଶୀର୍ବାଦ ମିଳିବ। ସନ୍ତାନଙ୍କ ଗୌରବରେ ଗୌରବାନ୍ୱିତ ହୋଇପାରନ୍ତି। bbox=[1205, 575, 1444, 658]
zodiac-prediction: ଆଶାନୁରୂପ ଜିନିଷର ପ୍ରାପ୍ତି ହେବ। ମାନସିକ ଖୁସି ମିଳିବ। ନୂଆ ଯୋଜନା ହାତକୁ ନେବେ। ପରିବାର ସଦସ୍ୟଙ୍କ ସହଯୋଗ ମିଳିବ। ପ୍ରଶାସନିକ କ୍ଷେତ୍ରରେ ପ୍ରଭାବ ବୃଦ୍ଧି ପାଇବ। କର୍ମକ୍ଷେତ୍ରରେ ସମ୍ମାନ ଲାଭ ଓ ପଦୋନ୍ନତିର ଯୋଗ। bbox=[1205, 1709, 1443, 1792]
magenta-dot-icon bbox=[715, 2323, 725, 2333]
event-item: • ଜିଲାସ୍ତରୀୟ ଯୁବ ମହୋତ୍ସବ, ସ୍ଥାନ: ଜିଲା ଦପ୍ତର ହଲ, ସମୟ: ପୂର୍ବାହ୍ନ ୧୦ଟା। bbox=[228, 648, 432, 679]
event-item: • ଗୋଟିଏ ଦିନିଆ ପ୍ରତିଭା ଉତ୍ସବ, ସ୍ଥାନ: ଜିଲା ପରିଷଦ ସଭାଗୃହ, ସମୟ: ପୂର୍ବାହ୍ନ ୧୦ଟା ୩୦। bbox=[228, 189, 425, 236]
events-column-1 bbox=[10, 166, 218, 1352]
proverb-box bbox=[14, 1376, 384, 1688]
zodiac-name: ମକର bbox=[1131, 1708, 1197, 1734]
proverb-subhead-2: କେଲୁ ହୋଇବ ସାବଧାନ। bbox=[142, 1617, 258, 1632]
column-rule bbox=[222, 166, 223, 1352]
zodiac-rule bbox=[1125, 1538, 1460, 1539]
event-item: • ମନ୍ଦିର ନିର୍ମାଣ ଉପଲକ୍ଷେ ଯଜ୍ଞ, ସ୍ଥାନ: ଦଶପଲ୍ଲା, ସମୟ: ପୂର୍ବାହ୍ନ ୯ଟା। bbox=[228, 703, 407, 734]
zodiac-rule bbox=[1125, 890, 1460, 891]
proverb-paragraph: ଯିଏ ଯେଉଁସ୍ଥାନରେ ଆଳିଲେ ଗଣନା ହୁଏ, ତାକୁ ଜାଣିଥିବା ଲୋକ ଠିକ୍ ଭାବେ ଠଉରାଇ ନେଇଥାଏ। ଏହି ଢଗ ସେହି ସମୟକୁ ଦର୍ଶାଏ। bbox=[25, 1567, 362, 1598]
event-item: • ରାଜ୍ୟସ୍ତରୀୟ ସଙ୍ଗୀତ ସମାରୋହ ୨୦୨୫, ସ୍ଥାନ: ଶ୍ରୀ ରାଧାକୃଷ୍ଣ ମନ୍ଦିର ପରିସର, ପ୍ରେସ କଲୋନୀ, ସମୟ: ଅପରାହ୍ନ ୪ଟା। bbox=[10, 240, 190, 303]
zodiac-name: ଧନୁ bbox=[1131, 1546, 1197, 1572]
event-item: • କୃଷି ସଂପ୍ରସାରଣ କାର୍ଯ୍ୟକ୍ରମ, ସ୍ଥାନ: ତିର୍ତ୍ତୋଲ, ସମୟ: ପୂର୍ବାହ୍ନ ୧୦ଟା। bbox=[228, 417, 419, 448]
yellow-dot-icon bbox=[1180, 2323, 1190, 2333]
event-item: • କୃଷକ ପ୍ରଶିକ୍ଷଣ ଶିବିର, ସ୍ଥାନ: ବୀରମହାରାଜପୁର, ସମୟ: ପୂର୍ବାହ୍ନ ୧୧ଟା। bbox=[896, 330, 1097, 361]
event-item: • ଜାତୀୟସ୍ତରୀୟ ଯୋଗ ପ୍ରତିଯୋଗିତା, ସ୍ଥାନ: ଗଡ଼ଜାତ କଲେଜ, ସମୟ: ସକାଳ ୭ଟା। bbox=[228, 291, 420, 338]
zodiac-entry bbox=[1125, 250, 1460, 415]
event-item: • ସାଂସ୍କୃତିକ ସନ୍ଧ୍ୟା, ସ୍ଥାନ: ସେକ୍ଟର-୫, ସମୟ: ସନ୍ଧ୍ୟା ୬ଟା। bbox=[446, 573, 644, 604]
dateline bbox=[195, 8, 432, 68]
zodiac-symbol-icon: ♓ bbox=[1137, 2064, 1193, 2120]
event-item: • ଓଡ଼ିଶୀ ନୃତ୍ୟ ପ୍ରଦର୍ଶନୀ, ସ୍ଥାନ: ସୋନପୁର, ସମୟ: ସନ୍ଧ୍ୟା ୬ଟା। bbox=[896, 295, 1106, 326]
zodiac-prediction: ସ୍ୱାତୀ ନକ୍ଷତ୍ର ସକାଳେ ଶିକ୍ଷା ଓ ବିଦ୍ୟାର୍ଜନରେ ସଫଳତା ମିଳିବ। ପାରିବାରିକ ଜୀବନରେ ସନ୍ତୋଷ ରହିବ। ବ୍ୟବସାୟରେ ଲାଭ ହେବ। ସମସ୍ୟା ଶେଷ ହେବ। ବନ୍ଧୁମାନଙ୍କ ପରାମର୍ଶ କାମରେ ଆସିବ। bbox=[1205, 1223, 1433, 1289]
lead-subhead: ଡାକ୍ତରୀ ଛାତ୍ରୀ... bbox=[878, 1521, 1027, 1545]
newspaper-logo bbox=[20, 8, 170, 76]
event-item: • ଜିଲାସ୍ତରୀୟ କ୍ରୀଡ଼ା ପ୍ରତିଯୋଗିତା, ସ୍ଥାନ: ଧର୍ମଗଡ଼, ସମୟ: ପୂର୍ବାହ୍ନ ୯ଟା। bbox=[666, 365, 877, 396]
anniversary-label: Years bbox=[75, 64, 97, 73]
satellite-image bbox=[14, 1694, 382, 2294]
event-item: • ରାଜ୍ୟସ୍ତରୀୟ ପ୍ରଶିକ୍ଷଣ, ସ୍ଥାନ: ସିଟି ହଲ, ସମୟ: ପୂର୍ବାହ୍ନ ୧୦ଟା। bbox=[10, 888, 194, 919]
zodiac-rule bbox=[1125, 2024, 1460, 2025]
event-item: • ୨ ଦିନିଆ ପ୍ରଦର୍ଶନୀ, ସ୍ଥାନ: ବାରିପଦା, ସମୟ: ପୂର୍ବାହ୍ନ ୧୦ଟା। bbox=[10, 798, 195, 829]
column-rule bbox=[658, 166, 659, 1352]
zodiac-entry bbox=[1125, 1708, 1460, 1873]
zodiac-prediction: ଆଜି ପରିଶ୍ରମ ଅନୁସାରେ ଫଳ ମିଳିବ। ମାନସିକ ଚାପ ରହିପାରେ। ସ୍ୱାସ୍ଥ୍ୟ ପ୍ରତି ଧ୍ୟାନ ଦିଅନ୍ତୁ। ଶିକ୍ଷା, ବାଣିଜ୍ୟ ଓ ବ୍ୟବସାୟରେ ଉନ୍ନତି ଦେଖାଯିବ। ନକ୍ଷତ୍ର ସାହିତ୍ୟ, ପୌରାଣିକ କ୍ଷେତ୍ରରେ ପ୍ରଶଂସିତ ହେବେ। bbox=[1205, 737, 1453, 820]
black-dot-icon bbox=[745, 2323, 755, 2333]
story-paragraph: ଭୋଟରମାନଙ୍କ ସୁବିଧା ପାଇଁ ସହାୟକ କେନ୍ଦ୍ର ଖୋଲାଯିବ ଏବଂ ପ୍ରତିଟି ବୁଥ୍‌ରେ ପାନୀୟ ଜଳ, ର‌୍ୟାମ୍ପ ଓ ଆଲୋକ ବ୍ୟବସ୍ଥା କରାଯିବ। ଆଦର୍ଶ ଆଚରଣ ବିଧି କଡ଼ାକଡ଼ି ଲାଗୁ ହୋଇଛି ବୋଲି ନିର୍ବାଚନ କମିଶନ କହିଛନ୍ତି। bbox=[885, 872, 1106, 951]
event-item: ସମୟ: ରାତି ୧୦ଟା ୩୦। bbox=[896, 166, 1011, 181]
zodiac-rule bbox=[1125, 1376, 1460, 1377]
district-heading: ନୟାଗଡ଼ bbox=[228, 685, 274, 701]
event-item: • ରାଷ୍ଟ୍ରୀୟ ପୋଷଣ ମାସ-୨୦୨୫ ପାଳନ, ସ୍ଥାନ: ଜିଲା ସଂସ୍କୃତି ଭବନ, ସମୟ: ପୂର୍ବାହ୍ନ ୧୦ଟା। bbox=[10, 692, 201, 739]
masthead bbox=[0, 0, 1477, 86]
event-item: • ଭଜନ ସନ୍ଧ୍ୟା, ସ୍ଥାନ: ବିନିକା, ସମୟ: ରାତି ୮ଟା। bbox=[896, 486, 1105, 517]
lead-paragraph: ମହାନଗର ନିଗମ ପକ୍ଷରୁ ସମସ୍ତ ବ୍ୟବସାୟୀ ଓ ପଣନକାରୀଙ୍କୁ ନିଜ ନିଜ ଦୋକାନ ସମ୍ମୁଖରେ ଆବର୍ଜନା ପାତ୍ର ରଖିବାକୁ ନିର୍ଦ୍ଦେଶ ଦିଆଯାଇଛି। ଆବର୍ଜନା ଖୋଲାରେ ପକାଉଥିବା ଦୋକାନୀଙ୍କ ବିରୋଧରେ ଜୋରିମାନା ଲାଗୁ କରାଯିବ। ଏଥିପାଇଁ ସ୍ୱତନ୍ତ୍ର ଟାସ୍କଫୋର୍ସ ଗଠନ କରାଯାଇଛି ଯାହା ନିୟମିତ ଭାବେ ସହରର ବିଭିନ୍ନ ବଜାର ଅଞ୍ଚଳ ଯାଞ୍ଚ କରିବ। ନାଗରିକମାନେ ମଧ୍ୟ ସହଯୋଗ କରିବାକୁ ନିଗମ ଅନୁରୋଧ କରିଛି। bbox=[636, 1528, 856, 1671]
district-heading: ପୁରୀ bbox=[10, 446, 35, 462]
zodiac-entry bbox=[1125, 898, 1460, 1063]
story-column-1 bbox=[672, 796, 877, 1352]
event-item: • ରାଷ୍ଟ୍ରୀୟ ପୋଷଣ ମାସ-୨୦୨୫, ସ୍ଥାନ: ଜିଲାପାଳଙ୍କ କାର୍ଯ୍ୟାଳୟ, ସମୟ: ପୂର୍ବାହ୍ନ ୧୧ଟା। bbox=[10, 570, 218, 617]
verse-line: ଜୁନ ନାହିଁ ପାଞ୍ଚ ଟଙ୍କିଆ ନବଘର bbox=[116, 1532, 284, 1548]
section-rule bbox=[394, 1358, 1112, 1359]
registration-mark bbox=[1380, 2321, 1394, 2335]
district-heading: ବୌଦ୍ଧ bbox=[666, 437, 705, 453]
zodiac-name: ବିଛା bbox=[1131, 1384, 1197, 1410]
zodiac-symbol-icon: ♍ bbox=[1137, 1092, 1193, 1148]
story-subheadline: ଜାରି ହେଲା ନୂଆପଡ଼ା ଉପନିର୍ବାଚନ ବିଜ୍ଞପ୍ତି bbox=[885, 796, 1110, 866]
zodiac-entry bbox=[1125, 736, 1460, 901]
zodiac-name: ତୁଳା bbox=[1131, 1222, 1197, 1248]
district-heading: ଦେବଗଡ଼ bbox=[896, 187, 944, 203]
